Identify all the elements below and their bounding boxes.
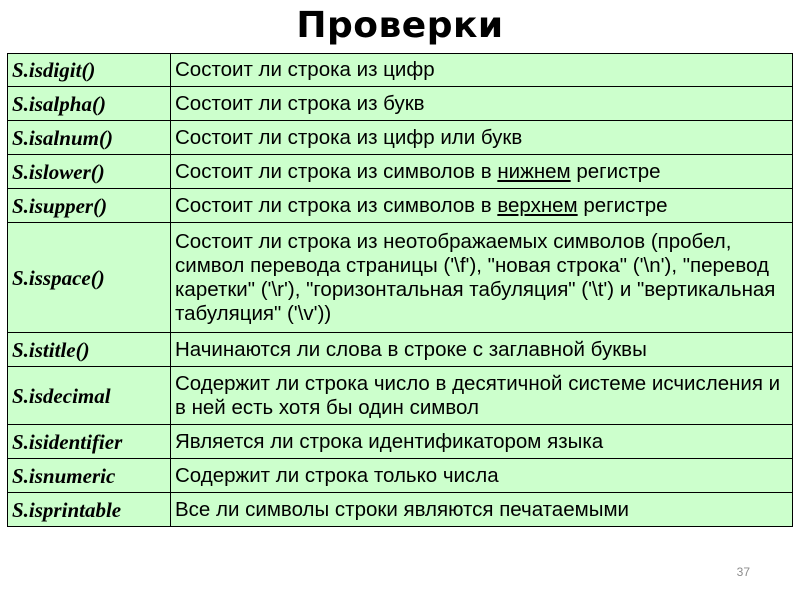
table-row <box>8 189 793 223</box>
table-row <box>8 223 793 333</box>
desc-text: регистре <box>570 159 661 183</box>
table-row <box>8 155 793 189</box>
table-row <box>8 54 793 87</box>
method-name: S.islower() <box>8 155 171 189</box>
table-row <box>8 425 793 459</box>
table-row <box>8 459 793 493</box>
desc-text: Состоит ли строка из символов в <box>175 159 498 183</box>
method-description: Состоит ли строка из неотображаемых символов (пробел, символ перевода страницы ('\f'), "новая строка" ('\n'), "перевод каретки" ('\r'), "горизонтальная табуляция" ('\t') и "вертикальная табуляция" ('\v')) <box>171 223 793 333</box>
desc-text: регистре <box>577 193 668 217</box>
method-name: S.isalpha() <box>8 87 171 121</box>
method-name: S.isprintable <box>8 493 171 527</box>
table-row <box>8 333 793 367</box>
desc-text: Состоит ли строка из символов в <box>175 193 498 217</box>
underlined-word: нижнем <box>497 159 571 183</box>
method-name: S.isupper() <box>8 189 171 223</box>
table-row <box>8 87 793 121</box>
method-description <box>171 155 793 189</box>
table-row <box>8 121 793 155</box>
method-name: S.isdecimal <box>8 367 171 425</box>
method-description: Содержит ли строка только числа <box>171 459 793 493</box>
method-description: Начинаются ли слова в строке с заглавной буквы <box>171 333 793 367</box>
method-description: Состоит ли строка из цифр или букв <box>171 121 793 155</box>
page-title: Проверки <box>296 5 504 46</box>
table-row <box>8 367 793 425</box>
method-name: S.isalnum() <box>8 121 171 155</box>
string-methods-table <box>7 53 793 527</box>
method-description <box>171 189 793 223</box>
table-row <box>8 493 793 527</box>
method-name: S.isdigit() <box>8 54 171 87</box>
method-name: S.isnumeric <box>8 459 171 493</box>
method-name: S.istitle() <box>8 333 171 367</box>
method-name: S.isspace() <box>8 223 171 333</box>
method-description: Содержит ли строка число в десятичной системе исчисления и в ней есть хотя бы один символ <box>171 367 793 425</box>
method-name: S.isidentifier <box>8 425 171 459</box>
underlined-word: верхнем <box>497 193 578 217</box>
method-description: Состоит ли строка из букв <box>171 87 793 121</box>
method-description: Все ли символы строки являются печатаемыми <box>171 493 793 527</box>
page-number: 37 <box>736 565 750 579</box>
method-description: Состоит ли строка из цифр <box>171 54 793 87</box>
method-description: Является ли строка идентификатором языка <box>171 425 793 459</box>
